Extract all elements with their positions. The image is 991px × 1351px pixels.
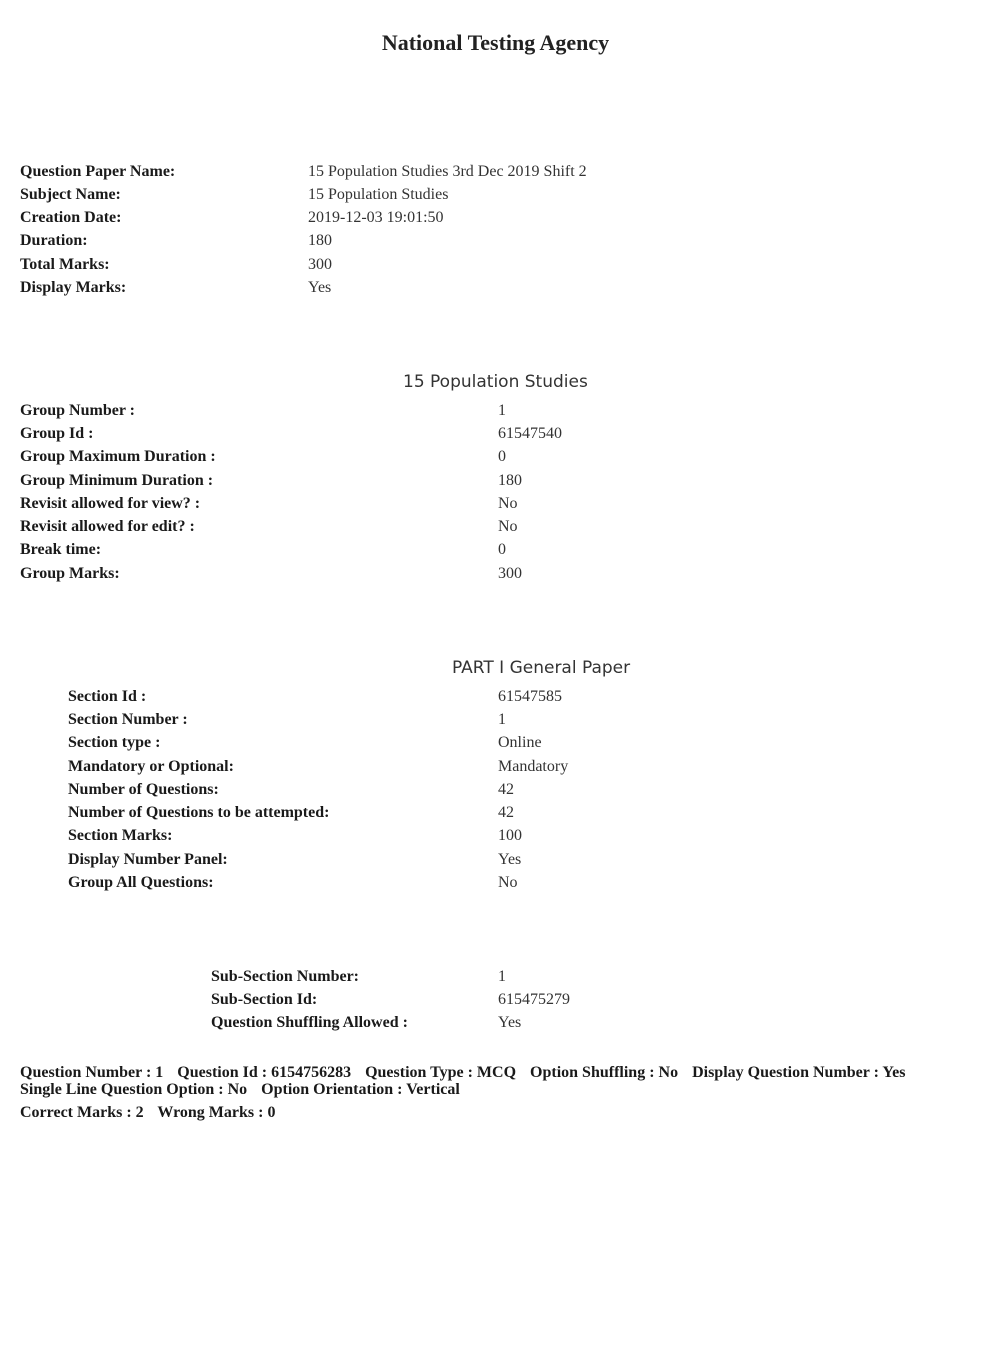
group-value: No	[498, 518, 518, 535]
section-value: 42	[498, 804, 514, 821]
display-question-number: Display Question Number : Yes	[692, 1064, 906, 1081]
group-value: 61547540	[498, 425, 562, 442]
section-value: 1	[498, 711, 506, 728]
group-label: Group Id :	[20, 425, 94, 442]
section-value: 100	[498, 827, 522, 844]
group-value: 0	[498, 541, 506, 558]
group-value: No	[498, 495, 518, 512]
section-label: Display Number Panel:	[68, 851, 228, 868]
info-row	[20, 185, 121, 205]
group-label: Group Maximum Duration :	[20, 448, 216, 465]
question-number: Question Number : 1	[20, 1064, 164, 1081]
group-label: Group Number :	[20, 402, 135, 419]
group-value: 1	[498, 402, 506, 419]
section-value: 42	[498, 781, 514, 798]
info-value-row	[308, 278, 331, 298]
info-value-row	[308, 231, 332, 251]
group-value: 0	[498, 448, 506, 465]
info-row	[20, 162, 175, 182]
info-label: Duration:	[20, 232, 88, 249]
group-label: Group Marks:	[20, 565, 120, 582]
page-title: National Testing Agency	[381, 30, 610, 55]
option-shuffling: Option Shuffling : No	[530, 1064, 679, 1081]
info-row	[20, 278, 126, 298]
group-label: Revisit allowed for view? :	[20, 495, 201, 512]
info-label: Display Marks:	[20, 279, 127, 296]
info-label: Question Paper Name:	[20, 163, 176, 180]
question-meta-line-2	[20, 1080, 470, 1100]
section-label: Section Marks:	[68, 827, 173, 844]
subsection-label: Question Shuffling Allowed :	[211, 1014, 408, 1031]
wrong-marks: Wrong Marks : 0	[157, 1104, 276, 1121]
info-value-row	[308, 162, 587, 182]
info-label: Creation Date:	[20, 209, 122, 226]
info-value: Yes	[308, 279, 332, 296]
section-label: Section Id :	[68, 688, 147, 705]
info-value: 15 Population Studies 3rd Dec 2019 Shift 2	[308, 163, 587, 180]
section-heading: PART I General Paper	[452, 658, 631, 678]
group-value: 180	[498, 472, 522, 489]
question-type: Question Type : MCQ	[365, 1064, 517, 1081]
info-label: Total Marks:	[20, 256, 110, 273]
subsection-value: 1	[498, 968, 506, 985]
single-line-option: Single Line Question Option : No	[20, 1081, 248, 1098]
subsection-label: Sub-Section Number:	[211, 968, 360, 985]
question-id: Question Id : 6154756283	[177, 1064, 352, 1081]
info-value: 15 Population Studies	[308, 186, 449, 203]
subsection-value: 615475279	[498, 991, 570, 1008]
section-label: Section type :	[68, 734, 161, 751]
info-row	[20, 255, 110, 275]
group-label: Revisit allowed for edit? :	[20, 518, 195, 535]
question-meta-line-3	[20, 1103, 285, 1123]
section-value: No	[498, 874, 518, 891]
section-label: Number of Questions:	[68, 781, 219, 798]
info-row	[20, 208, 121, 228]
section-label: Section Number :	[68, 711, 188, 728]
info-value-row	[308, 255, 332, 275]
option-orientation: Option Orientation : Vertical	[261, 1081, 460, 1098]
info-value: 180	[308, 232, 332, 249]
info-row	[20, 231, 88, 251]
info-value: 300	[308, 256, 332, 273]
info-value-row	[308, 208, 444, 228]
group-label: Group Minimum Duration :	[20, 472, 214, 489]
section-label: Number of Questions to be attempted:	[68, 804, 330, 821]
info-label: Subject Name:	[20, 186, 121, 203]
group-label: Break time:	[20, 541, 102, 558]
section-value: Online	[498, 734, 542, 751]
group-heading: 15 Population Studies	[403, 372, 588, 392]
group-value: 300	[498, 565, 522, 582]
section-value: Yes	[498, 851, 522, 868]
info-value-row	[308, 185, 448, 205]
section-value: Mandatory	[498, 758, 569, 775]
section-label: Mandatory or Optional:	[68, 758, 234, 775]
section-label: Group All Questions:	[68, 874, 214, 891]
section-value: 61547585	[498, 688, 562, 705]
subsection-label: Sub-Section Id:	[211, 991, 318, 1008]
correct-marks: Correct Marks : 2	[20, 1104, 144, 1121]
info-value: 2019-12-03 19:01:50	[308, 209, 444, 226]
subsection-value: Yes	[498, 1014, 522, 1031]
